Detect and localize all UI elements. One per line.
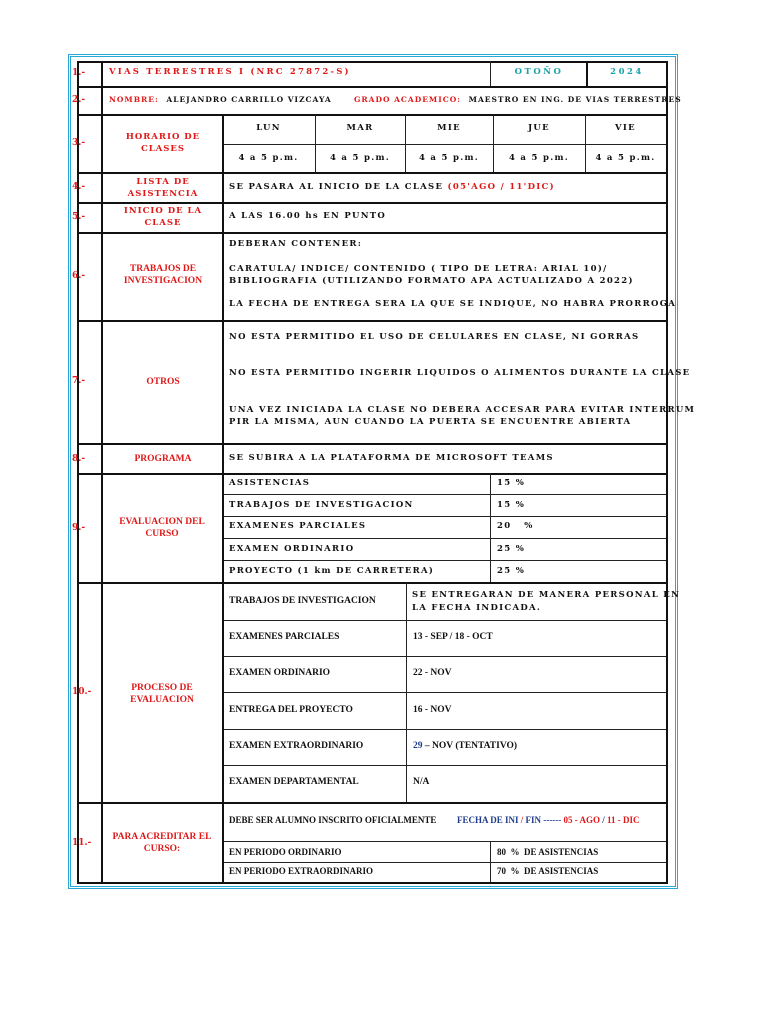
- attendance-text: [229, 182, 555, 192]
- row-number: 8.-: [72, 454, 86, 464]
- fecha-ini-label: FECHA DE INI: [457, 815, 521, 825]
- rule-entry-1: UNA VEZ INICIADA LA CLASE NO DEBERA ACCESAR PARA EVITAR INTERRUM: [229, 405, 696, 415]
- day-fri: VIE: [615, 123, 636, 133]
- date-slash: /: [520, 815, 524, 825]
- process-item-value: 13 - SEP / 18 - OCT: [413, 632, 493, 642]
- row-number: 4.-: [72, 182, 86, 192]
- year-label: 2024: [610, 67, 644, 77]
- process-item-name: TRABAJOS DE INVESTIGACION: [229, 596, 376, 606]
- time-tue: 4 a 5 p.m.: [329, 153, 391, 163]
- fin-label: FIN ------: [523, 815, 564, 825]
- rule-phones: NO ESTA PERMITIDO EL USO DE CELULARES EN CLASE, NI GORRAS: [229, 332, 640, 342]
- evaluation-label: EVALUACION DEL CURSO: [119, 517, 205, 539]
- process-item-name: EXAMEN DEPARTAMENTAL: [229, 777, 359, 787]
- program-label: PROGRAMA: [134, 454, 192, 464]
- process-item-value: N/A: [413, 777, 430, 787]
- date-slash: /: [602, 815, 605, 825]
- eval-item-name: EXAMEN ORDINARIO: [229, 544, 355, 554]
- grade-label: GRADO ACADEMICO:: [354, 95, 462, 104]
- process-item-value: SE ENTREGARAN DE MANERA PERSONAL EN: [412, 590, 681, 600]
- extraordinary-period-label: EN PERIODO EXTRAORDINARIO: [229, 866, 374, 876]
- eval-item-name: ASISTENCIAS: [229, 478, 311, 488]
- research-line-1: DEBERAN CONTENER:: [229, 239, 363, 249]
- eval-item-pct: 20 %: [497, 521, 534, 531]
- attendance-dates: (05'AGO / 11'DIC): [447, 182, 555, 192]
- course-dates: [457, 815, 640, 825]
- rule-food: NO ESTA PERMITIDO INGERIR LIQUIDOS O ALIMENTOS DURANTE LA CLASE: [229, 368, 691, 378]
- row-number: 9.-: [72, 523, 86, 533]
- process-item-name: EXAMEN ORDINARIO: [229, 668, 331, 678]
- ordinary-period-label: EN PERIODO ORDINARIO: [229, 847, 342, 857]
- program-text: SE SUBIRA A LA PLATAFORMA DE MICROSOFT TEAMS: [229, 453, 554, 463]
- process-item-name: ENTREGA DEL PROYECTO: [229, 705, 353, 715]
- name-label: NOMBRE:: [109, 95, 159, 104]
- process-item-name: EXAMENES PARCIALES: [229, 632, 340, 642]
- day-wed: MIE: [437, 123, 461, 133]
- class-start-text: A LAS 16.00 hs EN PUNTO: [229, 211, 387, 221]
- requirement-text: DEBE SER ALUMNO INSCRITO OFICIALMENTE: [229, 815, 437, 825]
- eval-item-pct: 25 %: [497, 566, 526, 576]
- row-number: 3.-: [72, 138, 86, 148]
- row-number: 2.-: [72, 95, 86, 105]
- extra-exam-rest: – NOV (TENTATIVO): [422, 741, 518, 751]
- row-number: 5.-: [72, 212, 86, 222]
- day-thu: JUE: [528, 123, 550, 133]
- process-item-name: EXAMEN EXTRAORDINARIO: [229, 741, 364, 751]
- row-number: 6.-: [72, 271, 86, 281]
- eval-item-name: TRABAJOS DE INVESTIGACION: [229, 500, 414, 510]
- time-thu: 4 a 5 p.m.: [508, 153, 570, 163]
- eval-item-pct: 15 %: [497, 478, 526, 488]
- row-number: 7.-: [72, 376, 86, 386]
- row-number: 1.-: [72, 68, 86, 78]
- end-date: 11 - DIC: [604, 815, 640, 825]
- rule-entry-2: PIR LA MISMA, AUN CUANDO LA PUERTA SE ENCUENTRE ABIERTA: [229, 417, 632, 427]
- teacher-name: ALEJANDRO CARRILLO VIZCAYA: [166, 95, 332, 104]
- attendance-desc: SE PASARA AL INICIO DE LA CLASE: [229, 182, 448, 192]
- process-item-value: 22 - NOV: [413, 668, 452, 678]
- ordinary-period-value: 80 % DE ASISTENCIAS: [497, 847, 599, 857]
- extraordinary-period-value: 70 % DE ASISTENCIAS: [497, 866, 599, 876]
- start-date: 05 - AGO: [563, 815, 603, 825]
- day-mon: LUN: [256, 123, 281, 133]
- process-item-value: 16 - NOV: [413, 705, 452, 715]
- row-number: 11.-: [72, 838, 92, 848]
- teacher-line: [109, 95, 332, 104]
- research-line-2: CARATULA/ INDICE/ CONTENIDO ( TIPO DE LETRA: ARIAL 10)/: [229, 264, 608, 274]
- accredit-label: PARA ACREDITAR EL CURSO:: [112, 832, 212, 854]
- grade-line: [354, 95, 682, 104]
- extra-exam-day: 29: [413, 741, 423, 751]
- research-line-3: BIBLIOGRAFIA (UTILIZANDO FORMATO APA ACTUALIZADO A 2022): [229, 276, 634, 286]
- grade-value: MAESTRO EN ING. DE VIAS TERRESTRES: [468, 95, 682, 104]
- process-label: PROCESO DE EVALUACION: [130, 683, 194, 705]
- process-item-value: LA FECHA INDICADA.: [412, 603, 542, 613]
- eval-item-pct: 15 %: [497, 500, 526, 510]
- day-tue: MAR: [346, 123, 374, 133]
- others-label: OTROS: [146, 377, 180, 387]
- eval-item-name: PROYECTO (1 km DE CARRETERA): [229, 566, 435, 576]
- row-number: 10.-: [72, 687, 92, 697]
- semester-label: OTOÑO: [514, 67, 564, 77]
- research-label: TRABAJOS DE INVESTIGACION: [123, 264, 203, 286]
- class-start-label: INICIO DE LA CLASE: [123, 206, 203, 228]
- time-fri: 4 a 5 p.m.: [595, 153, 656, 163]
- eval-item-name: EXAMENES PARCIALES: [229, 521, 367, 531]
- time-wed: 4 a 5 p.m.: [418, 153, 480, 163]
- attendance-label: LISTA DE ASISTENCIA: [127, 177, 199, 199]
- eval-item-pct: 25 %: [497, 544, 526, 554]
- schedule-label: HORARIO DE CLASES: [125, 132, 201, 154]
- process-item-value: [413, 741, 517, 751]
- time-mon: 4 a 5 p.m.: [238, 153, 299, 163]
- course-title: VIAS TERRESTRES I (NRC 27872-S): [109, 67, 351, 77]
- research-line-4: LA FECHA DE ENTREGA SERA LA QUE SE INDIQUE, NO HABRA PRORROGA: [229, 299, 677, 309]
